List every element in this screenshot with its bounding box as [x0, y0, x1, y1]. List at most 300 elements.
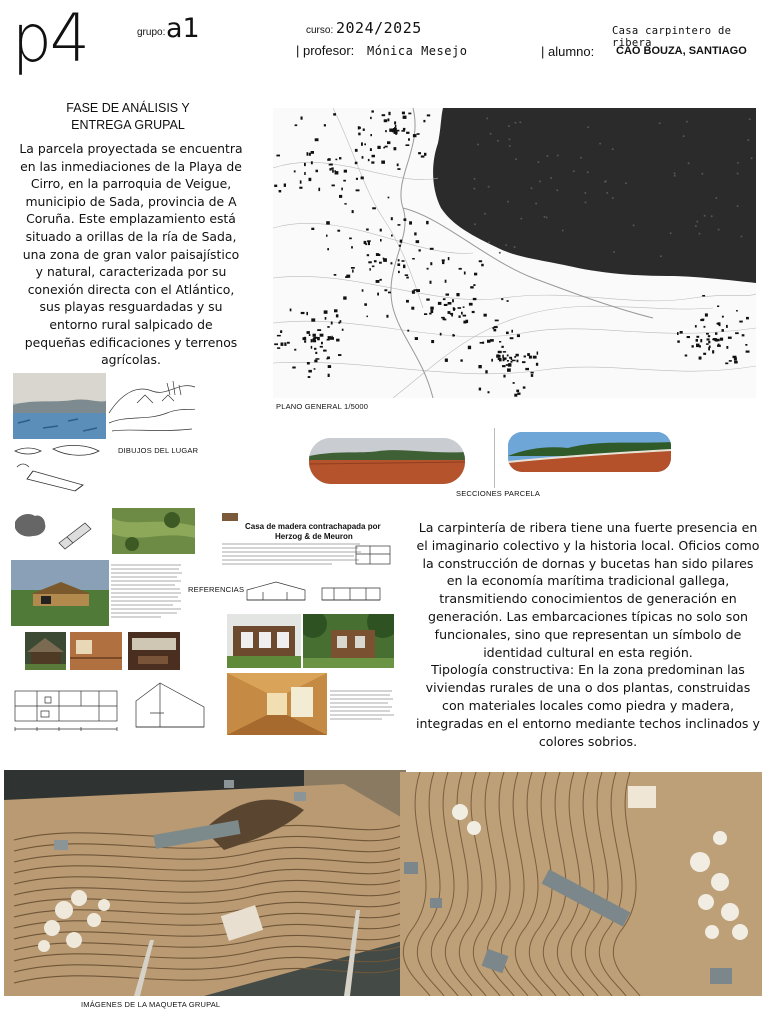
reference-text-column — [111, 563, 183, 621]
building-mark — [397, 164, 399, 167]
building-mark — [329, 168, 331, 171]
building-mark — [503, 375, 505, 378]
sea-dot — [749, 118, 751, 120]
sea-dot — [544, 216, 546, 218]
building-mark — [381, 161, 385, 164]
building-mark — [493, 327, 495, 329]
building-mark — [677, 332, 679, 335]
building-mark — [745, 344, 747, 346]
building-mark — [338, 354, 341, 356]
building-mark — [324, 310, 328, 313]
building-mark — [399, 245, 401, 247]
project-title: Casa carpintero de ribera — [612, 25, 732, 49]
building-mark — [316, 170, 319, 173]
building-mark — [423, 120, 425, 122]
building-mark — [699, 357, 702, 360]
building-mark — [368, 261, 372, 263]
building-mark — [281, 343, 284, 346]
building-mark — [332, 185, 335, 187]
building-mark — [453, 335, 455, 337]
student-value: CAO BOUZA, SANTIAGO — [616, 45, 747, 57]
building-mark — [314, 360, 317, 363]
sea-dot — [573, 170, 575, 172]
building-mark — [409, 221, 412, 224]
building-mark — [338, 322, 340, 324]
building-mark — [479, 260, 482, 262]
building-mark — [412, 290, 415, 293]
building-mark — [416, 240, 420, 243]
building-mark — [311, 346, 313, 349]
sea-dot — [537, 161, 539, 163]
elevation-drawing-2 — [318, 578, 384, 606]
building-mark — [343, 296, 346, 299]
sea-dot — [633, 224, 635, 226]
building-mark — [708, 347, 710, 350]
building-mark — [341, 188, 343, 191]
section-divider — [494, 428, 495, 488]
building-mark — [448, 257, 450, 260]
building-mark — [290, 309, 292, 312]
building-mark — [334, 274, 337, 276]
building-mark — [284, 184, 286, 187]
building-mark — [405, 274, 408, 276]
building-mark — [525, 368, 529, 370]
building-mark — [320, 334, 324, 337]
building-mark — [279, 190, 282, 192]
building-mark — [280, 330, 282, 333]
sea-dot — [670, 232, 672, 234]
building-mark — [413, 134, 417, 137]
building-mark — [458, 307, 462, 309]
building-mark — [712, 350, 714, 353]
building-mark — [382, 114, 386, 116]
model-caption: IMÁGENES DE LA MAQUETA GRUPAL — [81, 1000, 221, 1009]
building-mark — [501, 346, 503, 348]
building-mark — [361, 177, 364, 180]
building-mark — [444, 319, 446, 321]
sea-dot — [499, 252, 501, 254]
building-mark — [317, 337, 320, 340]
building-mark — [387, 118, 389, 121]
building-mark — [479, 388, 481, 391]
building-mark — [704, 326, 706, 328]
building-mark — [517, 360, 519, 363]
building-mark — [448, 311, 451, 314]
building-mark — [426, 221, 429, 224]
building-mark — [735, 332, 739, 334]
building-mark — [531, 372, 534, 374]
building-mark — [364, 143, 366, 145]
building-mark — [372, 266, 375, 268]
building-mark — [304, 172, 306, 175]
building-mark — [328, 365, 331, 368]
plan-caption: PLANO GENERAL 1/5000 — [276, 402, 369, 411]
sea-dot — [660, 255, 662, 257]
building-mark — [692, 345, 694, 347]
building-mark — [391, 262, 393, 264]
building-mark — [459, 315, 461, 318]
building-mark — [324, 124, 326, 126]
building-mark — [377, 293, 379, 296]
sea-dot — [604, 181, 606, 183]
building-mark — [344, 170, 347, 173]
professor-label: | profesor: — [296, 43, 355, 58]
sea-dot — [557, 155, 559, 157]
sea-dot — [737, 162, 739, 164]
site-sketch — [107, 373, 197, 439]
sea-dot — [546, 217, 548, 219]
building-mark — [306, 312, 308, 315]
building-mark — [517, 334, 520, 337]
building-mark — [695, 325, 697, 327]
building-mark — [414, 232, 416, 235]
building-mark — [522, 361, 526, 363]
sea-dot — [659, 122, 661, 124]
building-mark — [376, 280, 380, 283]
sea-dot — [473, 188, 475, 190]
building-mark — [502, 365, 506, 367]
sea-dot — [747, 139, 749, 141]
building-mark — [734, 361, 738, 364]
building-mark — [456, 293, 459, 296]
building-mark — [507, 368, 511, 371]
building-mark — [705, 313, 708, 316]
building-mark — [315, 138, 319, 141]
sea-dot — [520, 218, 522, 220]
building-mark — [480, 342, 483, 344]
building-mark — [380, 239, 382, 242]
section-photo-2 — [508, 432, 671, 472]
building-mark — [372, 155, 376, 158]
professor-value: Mónica Mesejo — [367, 44, 468, 58]
building-mark — [277, 347, 280, 349]
building-mark — [400, 240, 403, 243]
sea-dot — [711, 215, 713, 217]
building-mark — [531, 374, 533, 377]
building-mark — [403, 265, 405, 269]
building-mark — [329, 164, 332, 166]
building-mark — [276, 155, 280, 157]
building-mark — [339, 157, 341, 159]
building-mark — [292, 367, 295, 369]
building-mark — [352, 210, 354, 213]
sea-dot — [539, 180, 541, 182]
building-mark — [725, 363, 728, 365]
course-label: curso: — [306, 25, 334, 36]
sea-dot — [535, 203, 537, 205]
building-mark — [445, 359, 448, 362]
building-mark — [506, 332, 509, 335]
building-mark — [418, 152, 421, 154]
building-mark — [488, 391, 490, 393]
sea-dot — [515, 158, 517, 160]
building-mark — [470, 286, 474, 288]
building-mark — [403, 128, 406, 130]
sea-dot — [701, 173, 703, 175]
building-mark — [685, 355, 688, 357]
corridor-photo — [227, 673, 327, 735]
building-mark — [395, 132, 397, 135]
building-mark — [380, 279, 382, 281]
building-mark — [701, 319, 704, 321]
building-mark — [460, 359, 462, 361]
sea-dot — [599, 143, 601, 145]
building-mark — [438, 302, 442, 305]
building-mark — [430, 281, 432, 284]
building-mark — [716, 339, 720, 342]
building-mark — [503, 351, 506, 353]
building-mark — [427, 114, 430, 116]
building-mark — [523, 386, 526, 388]
building-mark — [397, 263, 400, 266]
building-mark — [314, 348, 316, 350]
building-mark — [370, 148, 372, 151]
watercolor-sketch — [13, 373, 106, 439]
sea-dot — [718, 229, 720, 231]
building-mark — [315, 352, 317, 354]
building-mark — [717, 345, 721, 347]
reference-title — [245, 522, 381, 542]
building-mark — [533, 356, 537, 359]
building-mark — [336, 339, 339, 342]
roof-photo — [25, 632, 66, 670]
sea-dot — [562, 230, 564, 232]
building-mark — [334, 170, 336, 172]
building-mark — [726, 346, 728, 349]
building-mark — [442, 259, 445, 261]
building-mark — [308, 370, 312, 373]
building-mark — [384, 289, 387, 291]
cabin-photo — [227, 614, 301, 668]
building-mark — [364, 241, 367, 244]
building-mark — [402, 260, 405, 262]
building-mark — [363, 129, 365, 131]
building-mark — [507, 355, 509, 357]
building-mark — [495, 320, 499, 322]
building-mark — [441, 317, 444, 319]
building-mark — [411, 307, 414, 310]
intro-paragraph: La parcela proyectada se encuentra en las inmediaciones de la Playa de Cirro, en la parroquia de Veigue, municipio de Sada, provincia de A Coruña. Este emplazamiento está situado a orillas de la ría de Sada, una zona de gran valor paisajístico y natural, caracterizada por su conexión directa con el Atlántico, sus playas resguardadas y su entorno rural salpicado de pequeñas edificaciones y terrenos agrícolas. — [19, 141, 243, 368]
building-mark — [499, 341, 501, 343]
sheet-number: p4 — [12, 0, 88, 77]
building-mark — [442, 261, 444, 264]
building-mark — [478, 365, 481, 368]
sea-dot — [519, 121, 521, 123]
group-value: a1 — [166, 13, 200, 44]
building-mark — [473, 284, 475, 286]
building-mark — [734, 357, 737, 360]
sea-dot — [587, 171, 589, 173]
building-mark — [446, 294, 450, 296]
sea-dot — [612, 197, 614, 199]
building-mark — [294, 349, 296, 351]
building-mark — [726, 325, 728, 328]
building-mark — [430, 262, 432, 265]
building-mark — [742, 334, 745, 336]
building-mark — [386, 315, 388, 318]
building-mark — [444, 304, 448, 306]
building-mark — [402, 112, 405, 115]
building-mark — [343, 180, 346, 182]
building-mark — [355, 149, 358, 152]
building-mark — [311, 318, 315, 321]
building-mark — [484, 314, 487, 317]
building-mark — [370, 134, 372, 136]
building-mark — [368, 242, 370, 245]
building-mark — [481, 264, 484, 267]
building-mark — [309, 153, 311, 156]
building-mark — [459, 268, 462, 270]
building-mark — [718, 322, 721, 325]
building-mark — [385, 130, 387, 132]
reference-thumbnail — [222, 513, 238, 521]
building-mark — [490, 339, 494, 342]
building-mark — [453, 308, 455, 311]
building-mark — [720, 338, 723, 341]
drawings-caption: DIBUJOS DEL LUGAR — [118, 446, 199, 455]
phase-title — [30, 100, 226, 134]
building-mark — [327, 326, 329, 328]
building-mark — [421, 156, 425, 158]
building-mark — [431, 340, 434, 343]
building-mark — [364, 303, 367, 306]
building-mark — [482, 342, 484, 344]
location-diagram — [55, 515, 95, 553]
building-mark — [398, 259, 400, 261]
building-mark — [377, 146, 380, 149]
course-value: 2024/2025 — [336, 19, 422, 37]
building-mark — [440, 333, 442, 336]
building-mark — [713, 338, 716, 340]
sea-dot — [696, 221, 698, 223]
building-mark — [706, 343, 709, 345]
building-mark — [404, 218, 407, 221]
building-mark — [321, 342, 323, 345]
sea-dot — [686, 121, 688, 123]
boat-sketch — [13, 441, 103, 493]
building-mark — [385, 146, 388, 148]
building-mark — [303, 337, 307, 340]
building-mark — [680, 331, 683, 334]
building-mark — [394, 121, 396, 124]
building-mark — [687, 336, 690, 338]
australia-map — [11, 510, 49, 540]
sea-dot — [715, 197, 717, 199]
building-mark — [536, 363, 538, 366]
building-mark — [487, 340, 491, 343]
building-mark — [313, 338, 316, 341]
sea-dot — [704, 215, 706, 217]
building-mark — [274, 343, 278, 345]
sea-dot — [606, 192, 608, 194]
building-mark — [395, 125, 397, 127]
building-mark — [424, 153, 426, 156]
building-mark — [358, 133, 360, 136]
building-mark — [388, 112, 390, 115]
building-mark — [708, 341, 710, 344]
building-mark — [328, 374, 330, 377]
building-mark — [473, 298, 477, 300]
building-mark — [307, 152, 309, 156]
building-mark — [307, 362, 310, 365]
sea-dot — [514, 246, 516, 248]
building-mark — [722, 316, 724, 318]
building-mark — [406, 144, 410, 146]
building-mark — [696, 344, 700, 348]
building-mark — [384, 119, 387, 122]
building-mark — [729, 360, 732, 362]
building-mark — [408, 113, 411, 115]
site-plan-drawing — [273, 108, 756, 398]
building-mark — [406, 277, 409, 279]
sea-dot — [488, 241, 490, 243]
building-mark — [468, 346, 471, 350]
building-mark — [397, 168, 400, 170]
building-mark — [406, 300, 409, 303]
sea-dot — [490, 133, 492, 135]
sea-dot — [546, 155, 548, 157]
building-mark — [356, 189, 360, 191]
building-mark — [516, 390, 519, 393]
building-mark — [512, 360, 516, 362]
building-mark — [311, 228, 314, 230]
phase-title-line2: ENTREGA GRUPAL — [71, 118, 185, 132]
building-mark — [398, 224, 401, 226]
building-mark — [728, 337, 732, 339]
building-mark — [464, 272, 466, 275]
site-plan-image — [273, 108, 756, 398]
building-mark — [351, 267, 355, 269]
building-mark — [332, 170, 334, 173]
building-mark — [501, 298, 503, 300]
building-mark — [308, 376, 311, 378]
building-mark — [696, 339, 698, 342]
building-mark — [315, 358, 319, 360]
aerial-photo — [112, 508, 195, 554]
building-mark — [307, 331, 310, 334]
building-mark — [452, 299, 454, 302]
building-mark — [424, 313, 427, 315]
building-mark — [294, 170, 296, 172]
building-mark — [295, 124, 298, 126]
building-mark — [376, 253, 379, 256]
sea-dot — [695, 225, 697, 227]
building-mark — [412, 258, 415, 260]
building-mark — [472, 311, 475, 313]
building-mark — [367, 254, 369, 256]
building-mark — [367, 316, 369, 318]
building-mark — [514, 394, 517, 397]
building-mark — [313, 334, 316, 337]
building-mark — [707, 338, 710, 340]
building-mark — [339, 195, 342, 198]
building-mark — [463, 306, 465, 308]
building-mark — [299, 187, 302, 189]
plan-drawing — [352, 540, 394, 570]
section-photo-1 — [309, 438, 465, 484]
building-mark — [304, 163, 306, 166]
building-mark — [345, 276, 348, 278]
sea-dot — [741, 236, 743, 238]
building-mark — [391, 217, 393, 220]
building-mark — [417, 133, 420, 135]
building-mark — [509, 357, 512, 359]
building-mark — [362, 156, 364, 159]
building-mark — [335, 159, 337, 161]
building-mark — [342, 329, 344, 331]
building-mark — [309, 178, 312, 181]
sea-dot — [474, 178, 476, 180]
